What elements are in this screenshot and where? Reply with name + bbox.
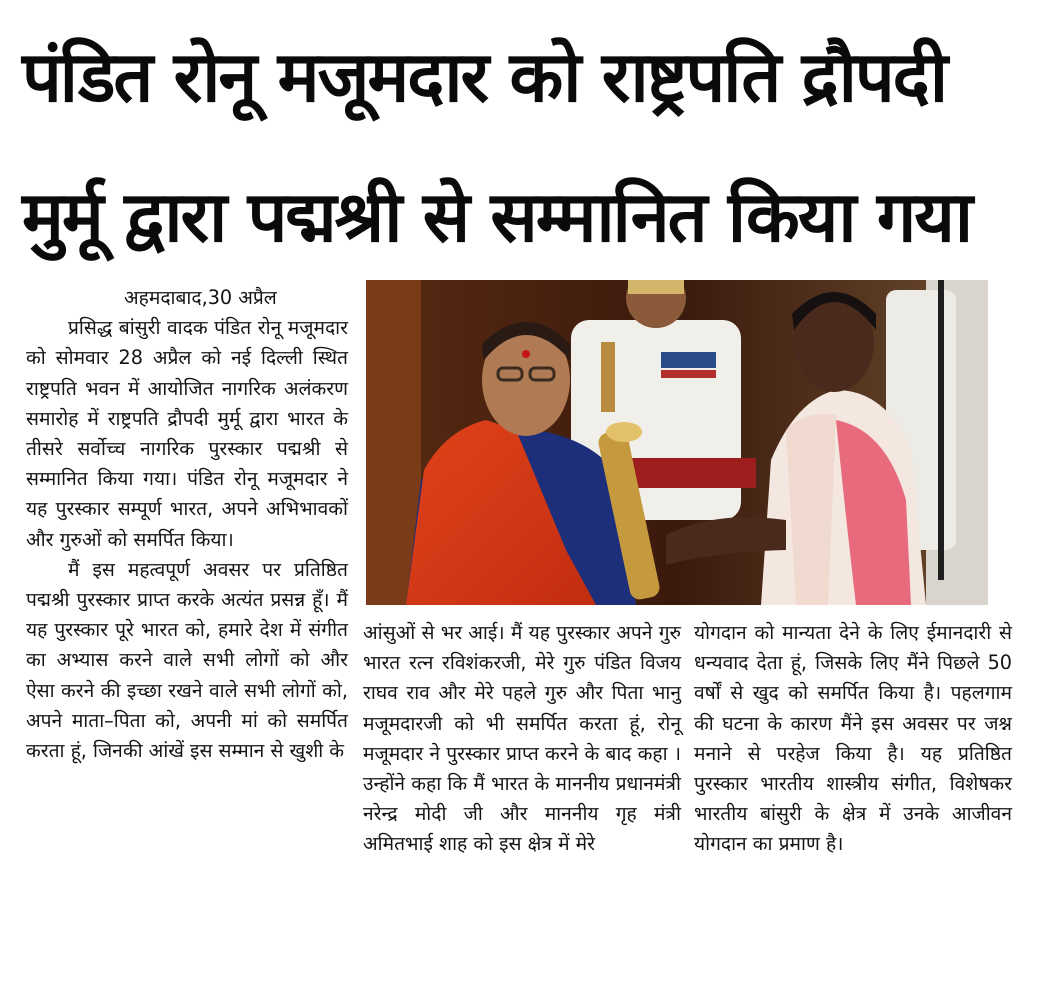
paragraph-2-part-1: मैं इस महत्वपूर्ण अवसर पर प्रतिष्ठित पद्मश्री पुरस्कार प्राप्त करके अत्यंत प्रसन्न हूँ। मैं यह पुरस्कार पूरे भारत को, हमारे देश में संगीत का अभ्यास करने वाले सभी लोगों को और ऐसा करने की इच्छा रखने वाले सभी लोगों को, अपने माता–पिता को, अपनी मां को समर्पित करता हूं, जिनकी आंखें इस सम्मान से खुशी के [26, 557, 348, 763]
article-column-1 [26, 283, 348, 766]
photo-illustration [366, 280, 988, 605]
dateline: अहमदाबाद,30 अप्रैल [124, 286, 277, 309]
article-column-2 [363, 618, 681, 860]
paragraph-1: प्रसिद्ध बांसुरी वादक पंडित रोनू मजूमदार को सोमवार 28 अप्रैल को नई दिल्ली स्थित राष्ट्रपति भवन में आयोजित नागरिक अलंकरण समारोह में राष्ट्रपति द्रौपदी मुर्मू द्वारा भारत के तीसरे सर्वोच्च नागरिक पुरस्कार पद्मश्री से सम्मानित किया गया। पंडित रोनू मजूमदार ने यह पुरस्कार सम्पूर्ण भारत, अपने अभिभावकों और गुरुओं को समर्पित किया। [26, 316, 348, 551]
article-column-3 [694, 618, 1012, 860]
headline-line-2: मुर्मू द्वारा पद्मश्री से सम्मानित किया गया [22, 176, 972, 258]
award-ceremony-photo [366, 280, 988, 605]
paragraph-2-part-3: योगदान को मान्यता देने के लिए ईमानदारी से धन्यवाद देता हूं, जिसके लिए मैंने पिछले 50 वर्षों से खुद को समर्पित किया है। पहलगाम की घटना के कारण मैंने इस अवसर पर जश्न मनाने से परहेज किया है। यह प्रतिष्ठित पुरस्कार भारतीय शास्त्रीय संगीत, विशेषकर भारतीय बांसुरी के क्षेत्र में उनके आजीवन योगदान का प्रमाण है। [694, 621, 1012, 856]
headline-line-1: पंडित रोनू मजूमदार को राष्ट्रपति द्रौपदी [22, 36, 946, 118]
paragraph-2-part-2: आंसुओं से भर आई। मैं यह पुरस्कार अपने गुरु भारत रत्न रविशंकरजी, मेरे गुरु पंडित विजय राघव राव और मेरे पहले गुरु और पिता भानु मजूमदारजी को भी समर्पित करता हूं, रोनू मजूमदार ने पुरस्कार प्राप्त करने के बाद कहा । उन्होंने कहा कि मैं भारत के माननीय प्रधानमंत्री नरेन्द्र मोदी जी और माननीय गृह मंत्री अमितभाई शाह को इस क्षेत्र में मेरे [363, 621, 681, 856]
